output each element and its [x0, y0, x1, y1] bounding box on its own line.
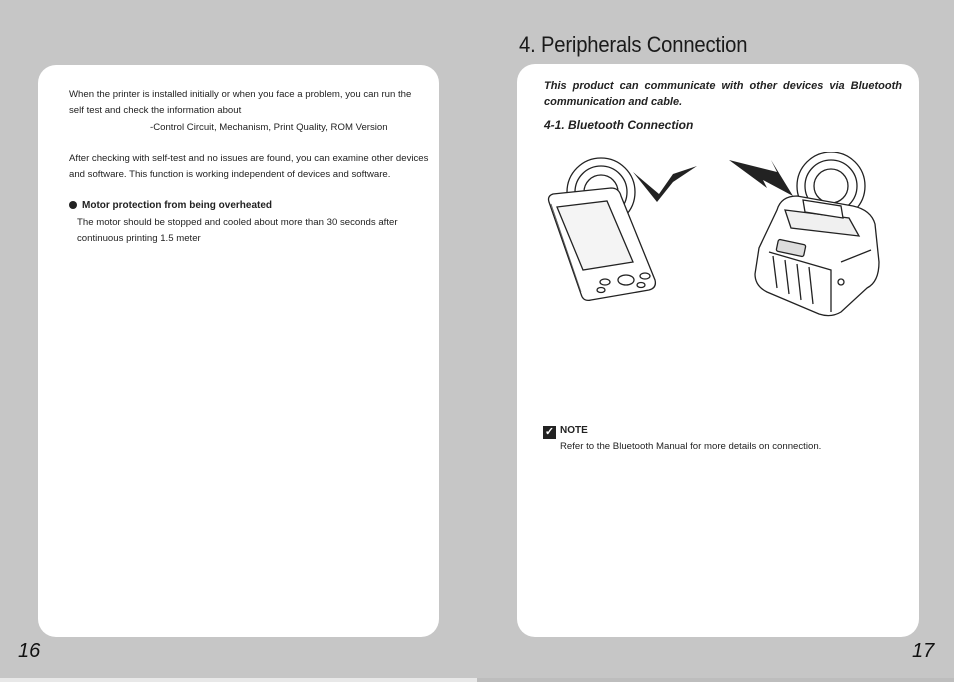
- bullet-title: Motor protection from being overheated: [82, 200, 273, 211]
- note-text: Refer to the Bluetooth Manual for more details on connection.: [560, 441, 822, 452]
- bluetooth-connection-illustration: [541, 152, 893, 322]
- check-icon: ✓: [544, 426, 555, 438]
- pda-device-icon: [549, 188, 656, 300]
- section-title: 4. Peripherals Connection: [519, 32, 748, 57]
- printer-device-icon: [755, 196, 879, 316]
- left-page-panel: [38, 65, 439, 637]
- page-bottom-edge-right: [477, 678, 954, 682]
- self-test-items: -Control Circuit, Mechanism, Print Quality, ROM Version: [150, 122, 388, 133]
- lightning-bolt-right: [729, 160, 793, 196]
- subsection-heading: 4-1. Bluetooth Connection: [544, 118, 694, 132]
- page-number-right: 17: [912, 640, 935, 662]
- note-label: NOTE: [560, 425, 588, 436]
- intro-text: This product can communicate with other devices via Bluetooth communication and cable.: [544, 80, 902, 108]
- bullet-heading: [69, 200, 272, 211]
- page-number-left: 16: [18, 640, 41, 662]
- second-paragraph: After checking with self-test and no issues are found, you can examine other devices and software. This function is working independent of devices and software.: [69, 153, 429, 180]
- lightning-bolt-left: [633, 166, 697, 202]
- bullet-icon: [69, 201, 77, 209]
- bullet-body: The motor should be stopped and cooled about more than 30 seconds after continuous printing 1.5 meter: [77, 217, 398, 244]
- right-page-panel: [517, 64, 919, 637]
- intro-paragraph: When the printer is installed initially or when you face a problem, you can run the self test and check the information about: [69, 89, 412, 116]
